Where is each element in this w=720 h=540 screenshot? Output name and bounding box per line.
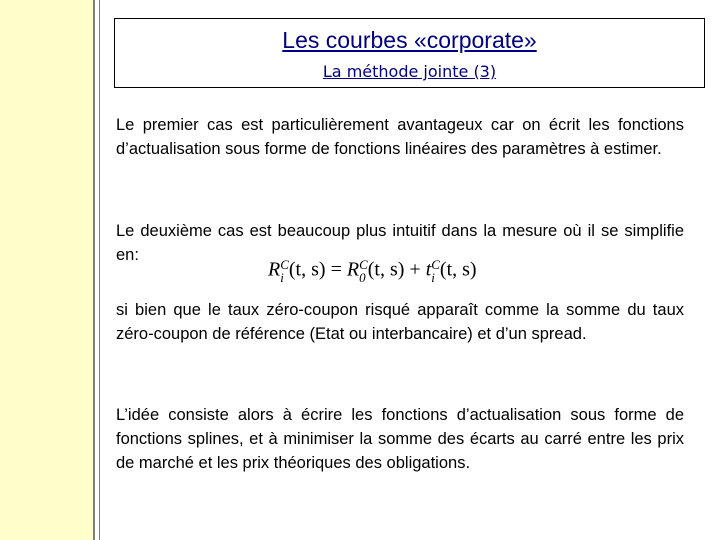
formula-lhs-sub: i — [280, 270, 284, 285]
formula-r0-indices — [359, 258, 368, 284]
formula-lhs-sup: C — [280, 257, 289, 272]
vertical-rule-left — [93, 0, 95, 540]
formula-t-sub: i — [431, 270, 435, 285]
title-box — [114, 18, 705, 88]
paragraph-1: Le premier cas est particulièrement avantageux car on écrit les fonctions d’actualisation sous forme de fonctions linéaires des paramètres à estimer. — [116, 116, 684, 158]
formula-lhs-indices — [280, 258, 289, 284]
paragraph-2: Le deuxième cas est beaucoup plus intuitif dans la mesure où il se simplifie en: — [116, 222, 684, 264]
paragraph-4: L’idée consiste alors à écrire les fonctions d’actualisation sous forme de fonctions splines, et à minimiser la somme des écarts au carré entre les prix de marché et les prix théoriques des obligations. — [116, 406, 684, 472]
formula-lhs-symbol: R — [268, 258, 281, 281]
slide-title: Les courbes «corporate» — [282, 27, 537, 53]
slide-subtitle: La méthode jointe (3) — [322, 62, 497, 81]
formula-spread — [268, 258, 477, 284]
paragraph-3: si bien que le taux zéro-coupon risqué apparaît comme la somme du taux zéro-coupon de référence (Etat ou interbancaire) et d’un spread. — [116, 301, 684, 343]
formula-r0-args: (t, s) — [367, 258, 405, 281]
formula-plus: + — [409, 258, 421, 281]
formula-equals: = — [330, 258, 342, 281]
formula-r0-sup: C — [359, 257, 368, 272]
formula-t-sup: C — [431, 257, 440, 272]
formula-lhs-args: (t, s) — [288, 258, 326, 281]
formula-r0-symbol: R — [346, 258, 360, 281]
left-side-band — [0, 0, 93, 540]
formula-t-args: (t, s) — [439, 258, 477, 281]
formula-t-symbol: t — [425, 258, 432, 281]
formula-r0-sub: 0 — [359, 270, 366, 285]
vertical-rule-right — [99, 0, 100, 540]
formula-t-indices — [431, 258, 440, 284]
